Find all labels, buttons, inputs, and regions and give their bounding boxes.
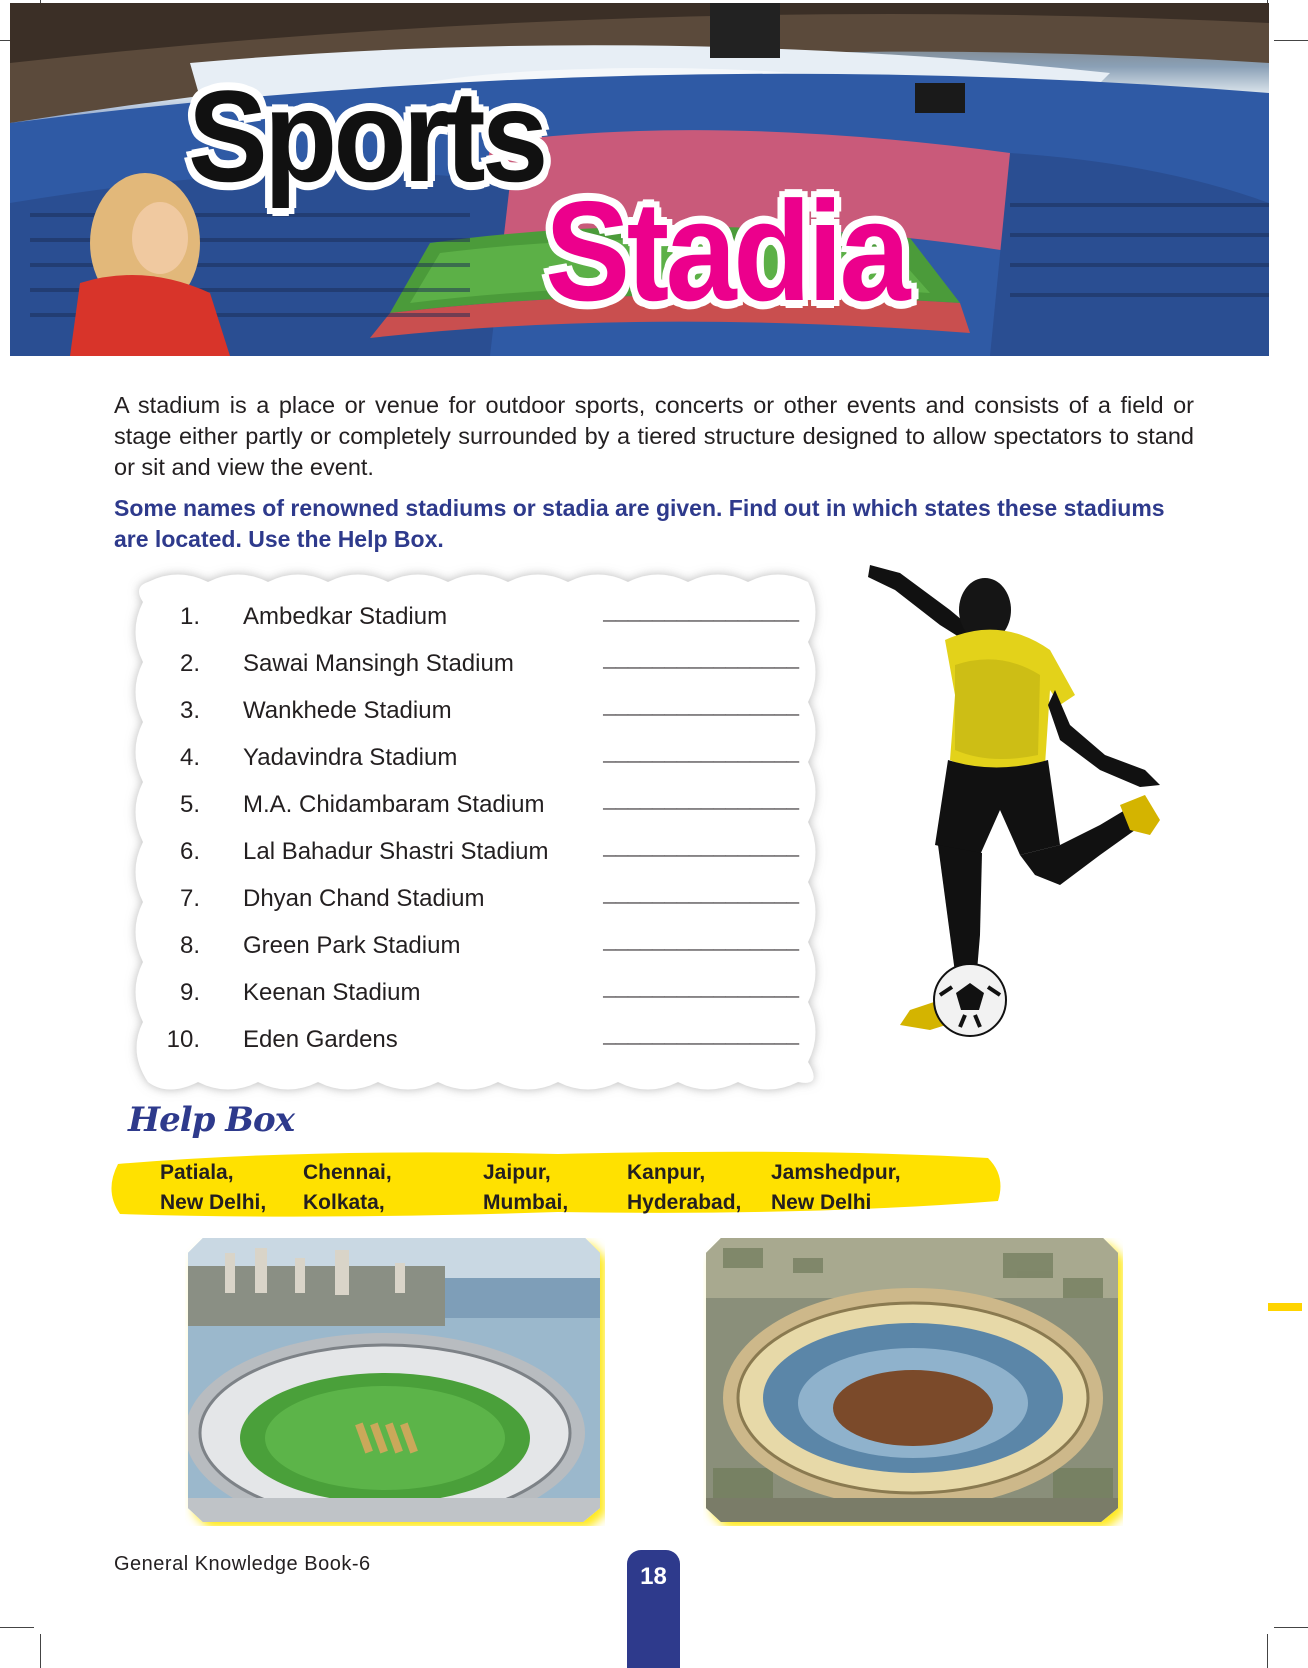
stadium-name: Eden Gardens (243, 1026, 398, 1053)
help-word: Chennai, (303, 1161, 392, 1184)
crop-mark (0, 1627, 34, 1628)
list-item (150, 1026, 810, 1073)
yellow-dash-mark (1268, 1303, 1302, 1311)
list-item (150, 838, 810, 885)
help-word: Kanpur, (627, 1161, 706, 1184)
item-number: 2. (179, 650, 200, 677)
instruction-text: Some names of renowned stadiums or stadia are given. Find out in which states these stadiums are located. Use the Help Box. (114, 495, 1165, 552)
help-box-title: Help Box (128, 1100, 294, 1140)
answer-blank[interactable]: ________________ (603, 789, 799, 814)
answer-blank[interactable]: ________________ (603, 601, 799, 626)
crop-mark (40, 1634, 41, 1668)
item-number: 9. (179, 979, 200, 1006)
item-number: 6. (179, 838, 200, 865)
help-word: Hyderabad, (627, 1191, 742, 1214)
help-word: Patiala, (160, 1161, 234, 1184)
item-number: 4. (179, 744, 200, 771)
stadium-name: Dhyan Chand Stadium (243, 885, 485, 912)
stadium-name: Ambedkar Stadium (243, 603, 448, 630)
help-word: Kolkata, (303, 1191, 385, 1214)
title-sports: Sports (188, 63, 545, 209)
item-number: 7. (179, 885, 200, 912)
list-item (150, 650, 810, 697)
page-number: 18 (640, 1563, 667, 1590)
stadium-name: Wankhede Stadium (243, 697, 452, 724)
list-item (150, 932, 810, 979)
answer-blank[interactable]: ________________ (603, 742, 799, 767)
help-word: Jaipur, (483, 1161, 551, 1184)
stadium-name: Sawai Mansingh Stadium (243, 650, 514, 677)
stadium-name: Lal Bahadur Shastri Stadium (243, 838, 549, 865)
answer-blank[interactable]: ________________ (603, 836, 799, 861)
crop-mark (1274, 1627, 1308, 1628)
help-column (771, 1158, 901, 1218)
answer-blank[interactable]: ________________ (603, 1024, 799, 1049)
list-item (150, 885, 810, 932)
list-item (150, 603, 810, 650)
help-column (303, 1158, 392, 1218)
answer-blank[interactable]: ________________ (603, 695, 799, 720)
answer-blank[interactable]: ________________ (603, 977, 799, 1002)
large-stadium-photo (703, 1238, 1123, 1526)
help-word: Mumbai, (483, 1191, 569, 1214)
stadium-list (150, 603, 810, 1073)
help-word: New Delhi (771, 1191, 872, 1214)
help-word: New Delhi, (160, 1191, 267, 1214)
intro-paragraph: A stadium is a place or venue for outdoor sports, concerts or other events and consists of a field or stage either partly or completely surrounded by a tiered structure designed to allow spectators to stand or sit and view the event. (114, 392, 1194, 480)
answer-blank[interactable]: ________________ (603, 883, 799, 908)
title-stadia: Stadia (545, 172, 907, 331)
list-item (150, 697, 810, 744)
help-word: Jamshedpur, (771, 1161, 901, 1184)
item-number: 3. (179, 697, 200, 724)
stadium-name: Keenan Stadium (243, 979, 421, 1006)
cricket-stadium-photo (185, 1238, 605, 1526)
help-column (160, 1158, 266, 1218)
football-player-image (860, 555, 1200, 1115)
list-item (150, 979, 810, 1026)
header-banner (10, 3, 1269, 356)
item-number: 1. (179, 603, 200, 630)
stadium-name: M.A. Chidambaram Stadium (243, 791, 545, 818)
list-item (150, 744, 810, 791)
list-item (150, 791, 810, 838)
crop-mark (1267, 1634, 1268, 1668)
item-number: 8. (179, 932, 200, 959)
answer-blank[interactable]: ________________ (603, 930, 799, 955)
book-title: General Knowledge Book-6 (114, 1553, 371, 1575)
answer-blank[interactable]: ________________ (603, 648, 799, 673)
help-column (627, 1158, 741, 1218)
item-number: 10. (166, 1026, 200, 1053)
crop-mark (1274, 40, 1308, 41)
stadium-name: Green Park Stadium (243, 932, 461, 959)
help-column (483, 1158, 568, 1218)
stadium-name: Yadavindra Stadium (243, 744, 458, 771)
item-number: 5. (179, 791, 200, 818)
